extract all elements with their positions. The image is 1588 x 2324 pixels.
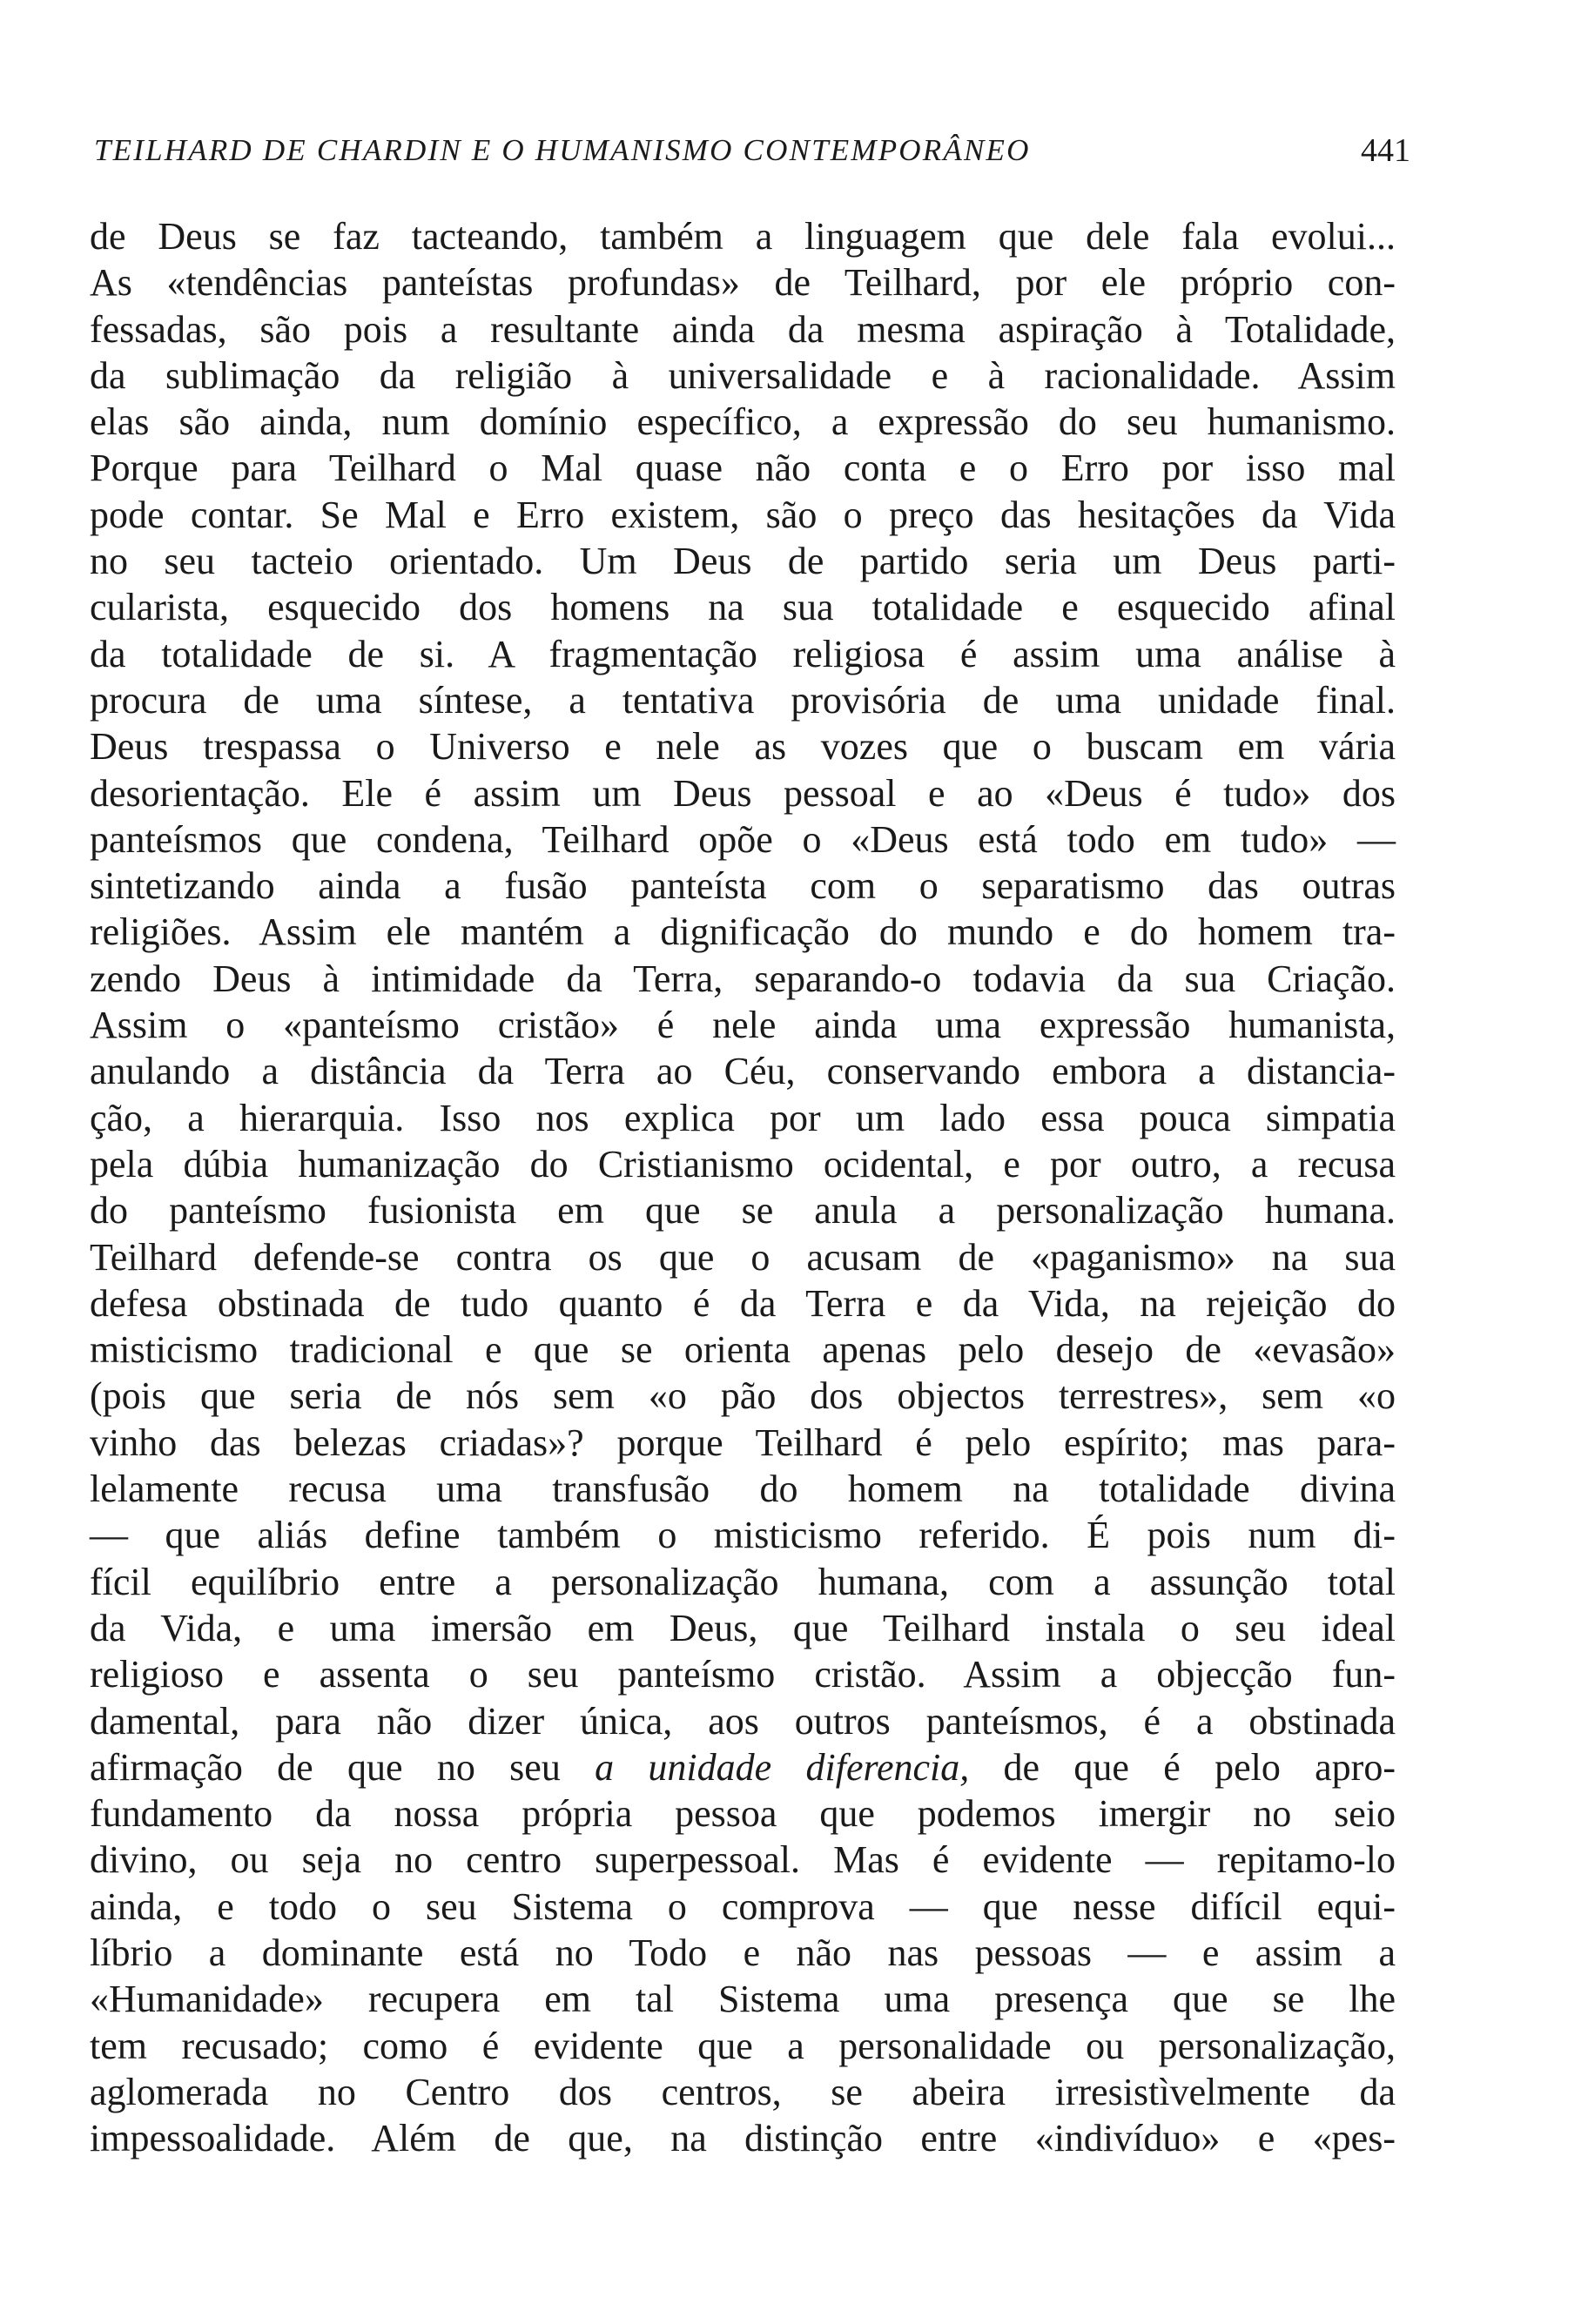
- text-line: anulando a distância da Terra ao Céu, conservando embora a distancia-: [90, 1050, 1396, 1093]
- text-line: ainda, e todo o seu Sistema o comprova — que nesse difícil equi-: [90, 1884, 1396, 1928]
- text-line: líbrio a dominante está no Todo e não nas pessoas — e assim a: [90, 1931, 1396, 1974]
- text-line: religioso e assenta o seu panteísmo cristão. Assim a objecção fun-: [90, 1653, 1396, 1696]
- body-text: [90, 213, 1396, 2161]
- text-line: impessoalidade. Além de que, na distinção entre «indivíduo» e «pes-: [90, 2117, 1396, 2160]
- text-line: (pois que seria de nós sem «o pão dos objectos terrestres», sem «o: [90, 1374, 1396, 1418]
- text-line-with-italic: [90, 1744, 1396, 1790]
- text-line: do panteísmo fusionista em que se anula a personalização humana.: [90, 1189, 1396, 1233]
- text-line: ção, a hierarquia. Isso nos explica por um lado essa pouca simpatia: [90, 1096, 1396, 1139]
- text-line: misticismo tradicional e que se orienta apenas pelo desejo de «evasão»: [90, 1328, 1396, 1372]
- text-line: de Deus se faz tacteando, também a linguagem que dele fala evolui...: [90, 215, 1396, 258]
- text-line: zendo Deus à intimidade da Terra, separando-o todavia da sua Criação.: [90, 957, 1396, 1000]
- text-line: Teilhard defende-se contra os que o acusam de «paganismo» na sua: [90, 1235, 1396, 1279]
- text-line: Porque para Teilhard o Mal quase não conta e o Erro por isso mal: [90, 447, 1396, 490]
- text-line: tem recusado; como é evidente que a personalidade ou personalização,: [90, 2024, 1396, 2067]
- running-head: [94, 124, 1410, 177]
- page-number: 441: [1361, 132, 1410, 169]
- text-line: damental, para não dizer única, aos outros panteísmos, é a obstinada: [90, 1699, 1396, 1743]
- text-line: vinho das belezas criadas»? porque Teilhard é pelo espírito; mas para-: [90, 1421, 1396, 1464]
- text-line: religiões. Assim ele mantém a dignificação do mundo e do homem tra-: [90, 910, 1396, 954]
- text-line: fícil equilíbrio entre a personalização humana, com a assunção total: [90, 1560, 1396, 1603]
- text-line: elas são ainda, num domínio específico, a expressão do seu humanismo.: [90, 400, 1396, 444]
- italic-phrase: a unidade diferencia,: [595, 1745, 970, 1789]
- text-line: da totalidade de si. A fragmentação religiosa é assim uma análise à: [90, 632, 1396, 675]
- text-line: divino, ou seja no centro superpessoal. Mas é evidente — repitamo-lo: [90, 1838, 1396, 1882]
- text-line: fessadas, são pois a resultante ainda da mesma aspiração à Totalidade,: [90, 307, 1396, 351]
- text-line: As «tendências panteístas profundas» de Teilhard, por ele próprio con-: [90, 261, 1396, 305]
- text-line: Deus trespassa o Universo e nele as vozes que o buscam em vária: [90, 725, 1396, 769]
- text-line: pela dúbia humanização do Cristianismo ocidental, e por outro, a recusa: [90, 1142, 1396, 1186]
- text-line: — que aliás define também o misticismo referido. É pois num di-: [90, 1514, 1396, 1557]
- text-line: cularista, esquecido dos homens na sua totalidade e esquecido afinal: [90, 586, 1396, 629]
- text-line: sintetizando ainda a fusão panteísta com o separatismo das outras: [90, 864, 1396, 908]
- text-line: defesa obstinada de tudo quanto é da Terra e da Vida, na rejeição do: [90, 1281, 1396, 1325]
- text-line: aglomerada no Centro dos centros, se abeira irresistìvelmente da: [90, 2070, 1396, 2113]
- text-line: pode contar. Se Mal e Erro existem, são o preço das hesitações da Vida: [90, 493, 1396, 536]
- text-line: «Humanidade» recupera em tal Sistema uma presença que se lhe: [90, 1978, 1396, 2021]
- text-line: da Vida, e uma imersão em Deus, que Teilhard instala o seu ideal: [90, 1606, 1396, 1649]
- text-line: procura de uma síntese, a tentativa provisória de uma unidade final.: [90, 678, 1396, 722]
- text-line: Assim o «panteísmo cristão» é nele ainda uma expressão humanista,: [90, 1004, 1396, 1047]
- running-title: TEILHARD DE CHARDIN E O HUMANISMO CONTEMPORÂNEO: [94, 133, 1031, 167]
- text-line: fundamento da nossa própria pessoa que podemos imergir no seio: [90, 1792, 1396, 1836]
- text-line: da sublimação da religião à universalidade e à racionalidade. Assim: [90, 353, 1396, 397]
- text-segment: afirmação de que no seu: [90, 1745, 596, 1789]
- text-line: no seu tacteio orientado. Um Deus de partido seria um Deus parti-: [90, 540, 1396, 583]
- text-line: panteísmos que condena, Teilhard opõe o «Deus está todo em tudo» —: [90, 817, 1396, 861]
- text-segment: de que é pelo apro-: [969, 1745, 1396, 1789]
- text-line: lelamente recusa uma transfusão do homem na totalidade divina: [90, 1468, 1396, 1511]
- text-line: desorientação. Ele é assim um Deus pessoal e ao «Deus é tudo» dos: [90, 771, 1396, 815]
